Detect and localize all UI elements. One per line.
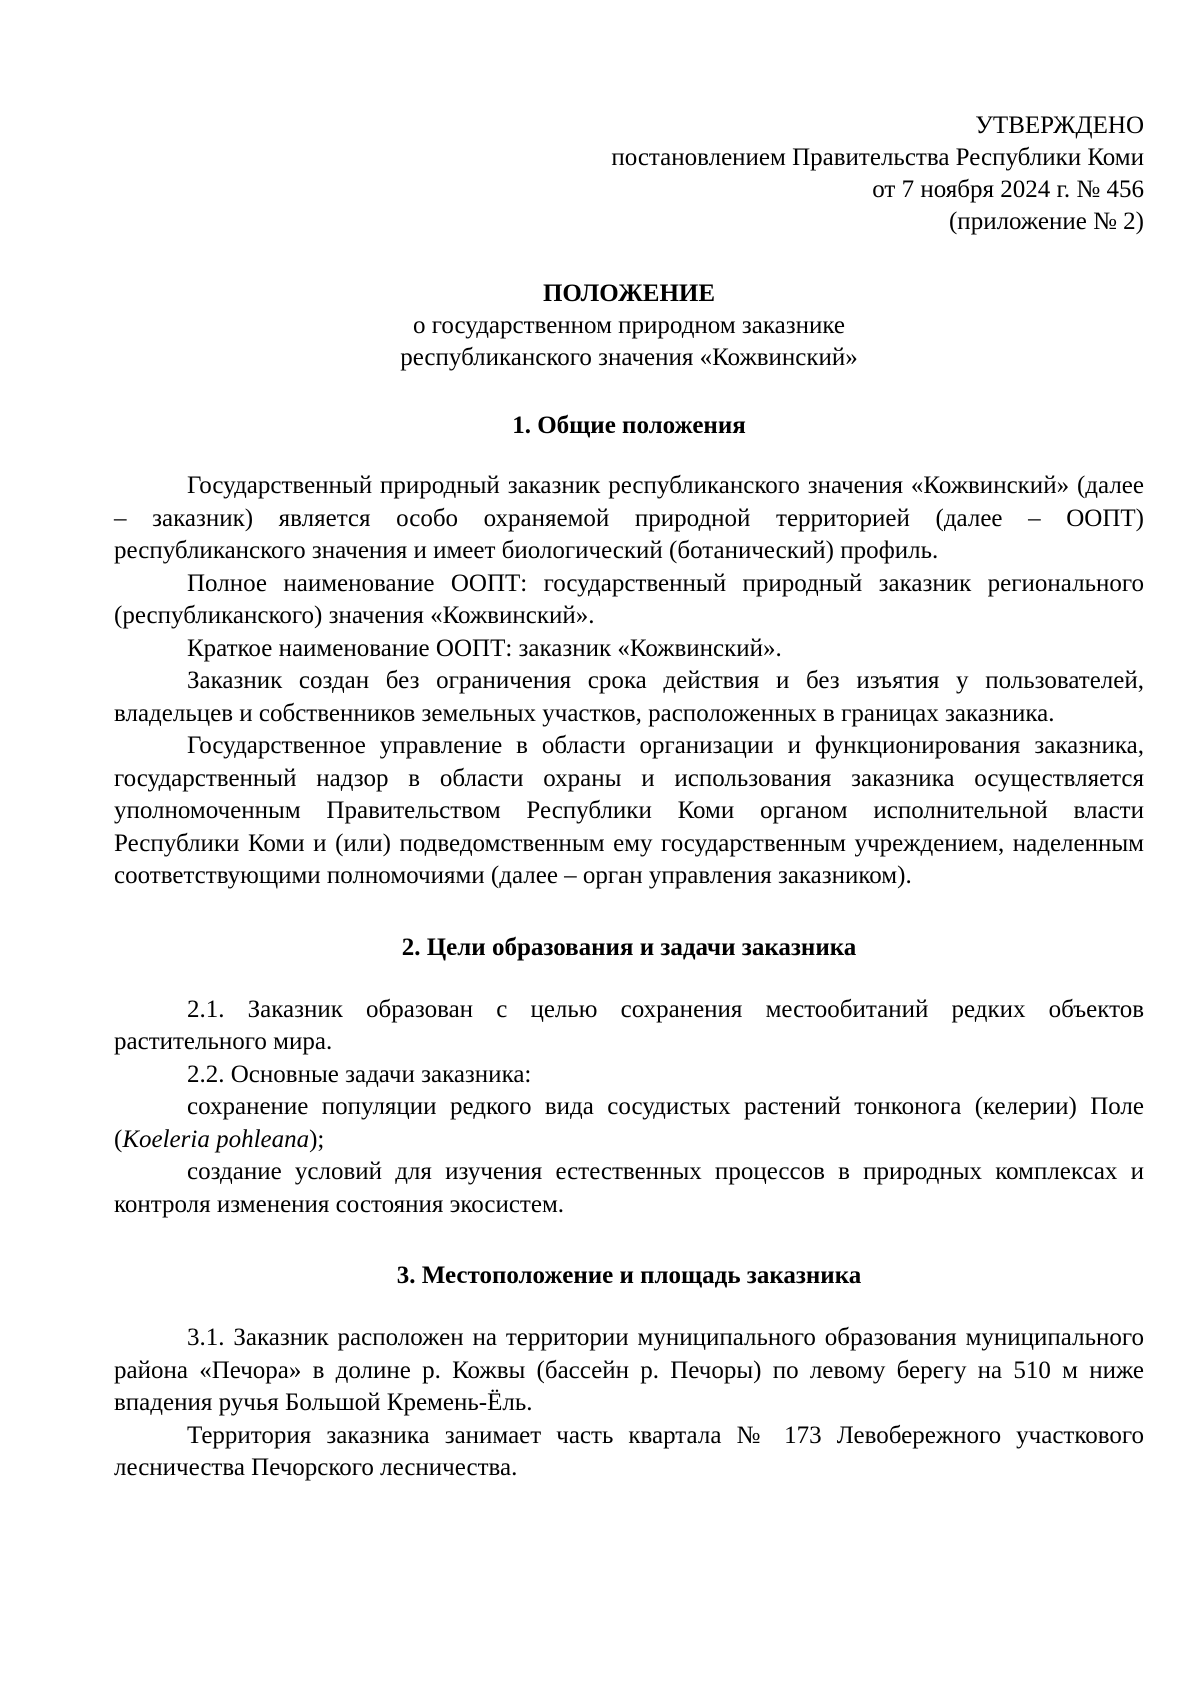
section-2-heading: 2. Цели образования и задачи заказника [401, 933, 857, 961]
section-1-body [114, 470, 1144, 893]
document-subtitle-line-1: о государственном природном заказнике [413, 312, 845, 339]
section-1-paragraph-5: Государственное управление в области организации и функционирования заказника, государственный надзор в области охраны и использования заказника осуществляется уполномоченным Правительством Республики Коми органом исполнительной власти Республики Коми и (или) подведомственным ему государственным учреждением, наделенным соответствующими полномочиями (далее – орган управления заказником). [114, 732, 1144, 889]
section-1-paragraph-4: Заказник создан без ограничения срока действия и без изъятия у пользователей, владельцев и собственников земельных участков, расположенных в границах заказника. [114, 667, 1144, 727]
section-2-paragraph-3 [114, 1091, 1144, 1156]
approval-authority: постановлением Правительства Республики Коми [611, 144, 1144, 171]
section-1-paragraph-3: Краткое наименование ООПТ: заказник «Кожвинский». [187, 634, 782, 662]
approval-stamp: УТВЕРЖДЕНО [975, 112, 1144, 139]
section-2-body [114, 994, 1144, 1222]
document-page [114, 110, 1144, 1485]
section-2-paragraph-3-end: ); [309, 1125, 325, 1153]
section-1-paragraph-2: Полное наименование ООПТ: государственный природный заказник регионального (республиканского) значения «Кожвинский». [114, 569, 1144, 629]
document-subtitle-line-2: республиканского значения «Кожвинский» [400, 344, 858, 371]
document-title: ПОЛОЖЕНИЕ [542, 280, 716, 307]
section-3-body [114, 1322, 1144, 1485]
section-2-paragraph-1: 2.1. Заказник образован с целью сохранения местообитаний редких объектов растительного мира. [114, 995, 1144, 1055]
species-latin-name: Koeleria pohleana [122, 1125, 310, 1153]
section-1-heading: 1. Общие положения [512, 412, 746, 439]
document-title-block [114, 278, 1144, 374]
section-3-heading: 3. Местоположение и площадь заказника [396, 1262, 862, 1289]
section-1-paragraph-1: Государственный природный заказник республиканского значения «Кожвинский» (далее – заказник) является особо охраняемой природной территорией (далее – ООПТ) республиканского значения и имеет биологический (ботанический) профиль. [114, 472, 1144, 564]
approval-date-number: от 7 ноября 2024 г. № 456 [872, 176, 1144, 203]
approval-appendix: (приложение № 2) [948, 208, 1144, 235]
approval-block [114, 110, 1144, 238]
section-2-paragraph-3-text: сохранение популяции редкого вида сосудистых растений тонконога (келерии) Поле ( [114, 1093, 1144, 1153]
section-2-paragraph-2: 2.2. Основные задачи заказника: [187, 1060, 532, 1088]
section-2-paragraph-4: создание условий для изучения естественных процессов в природных комплексах и контроля изменения состояния экосистем. [114, 1158, 1144, 1218]
section-3-paragraph-2: Территория заказника занимает часть квартала № 173 Левобережного участкового лесничества Печорского лесничества. [114, 1421, 1144, 1481]
section-3-paragraph-1: 3.1. Заказник расположен на территории муниципального образования муниципального района «Печора» в долине р. Кожвы (бассейн р. Печоры) по левому берегу на 510 м ниже впадения ручья Большой Кремень-Ёль. [114, 1324, 1144, 1416]
